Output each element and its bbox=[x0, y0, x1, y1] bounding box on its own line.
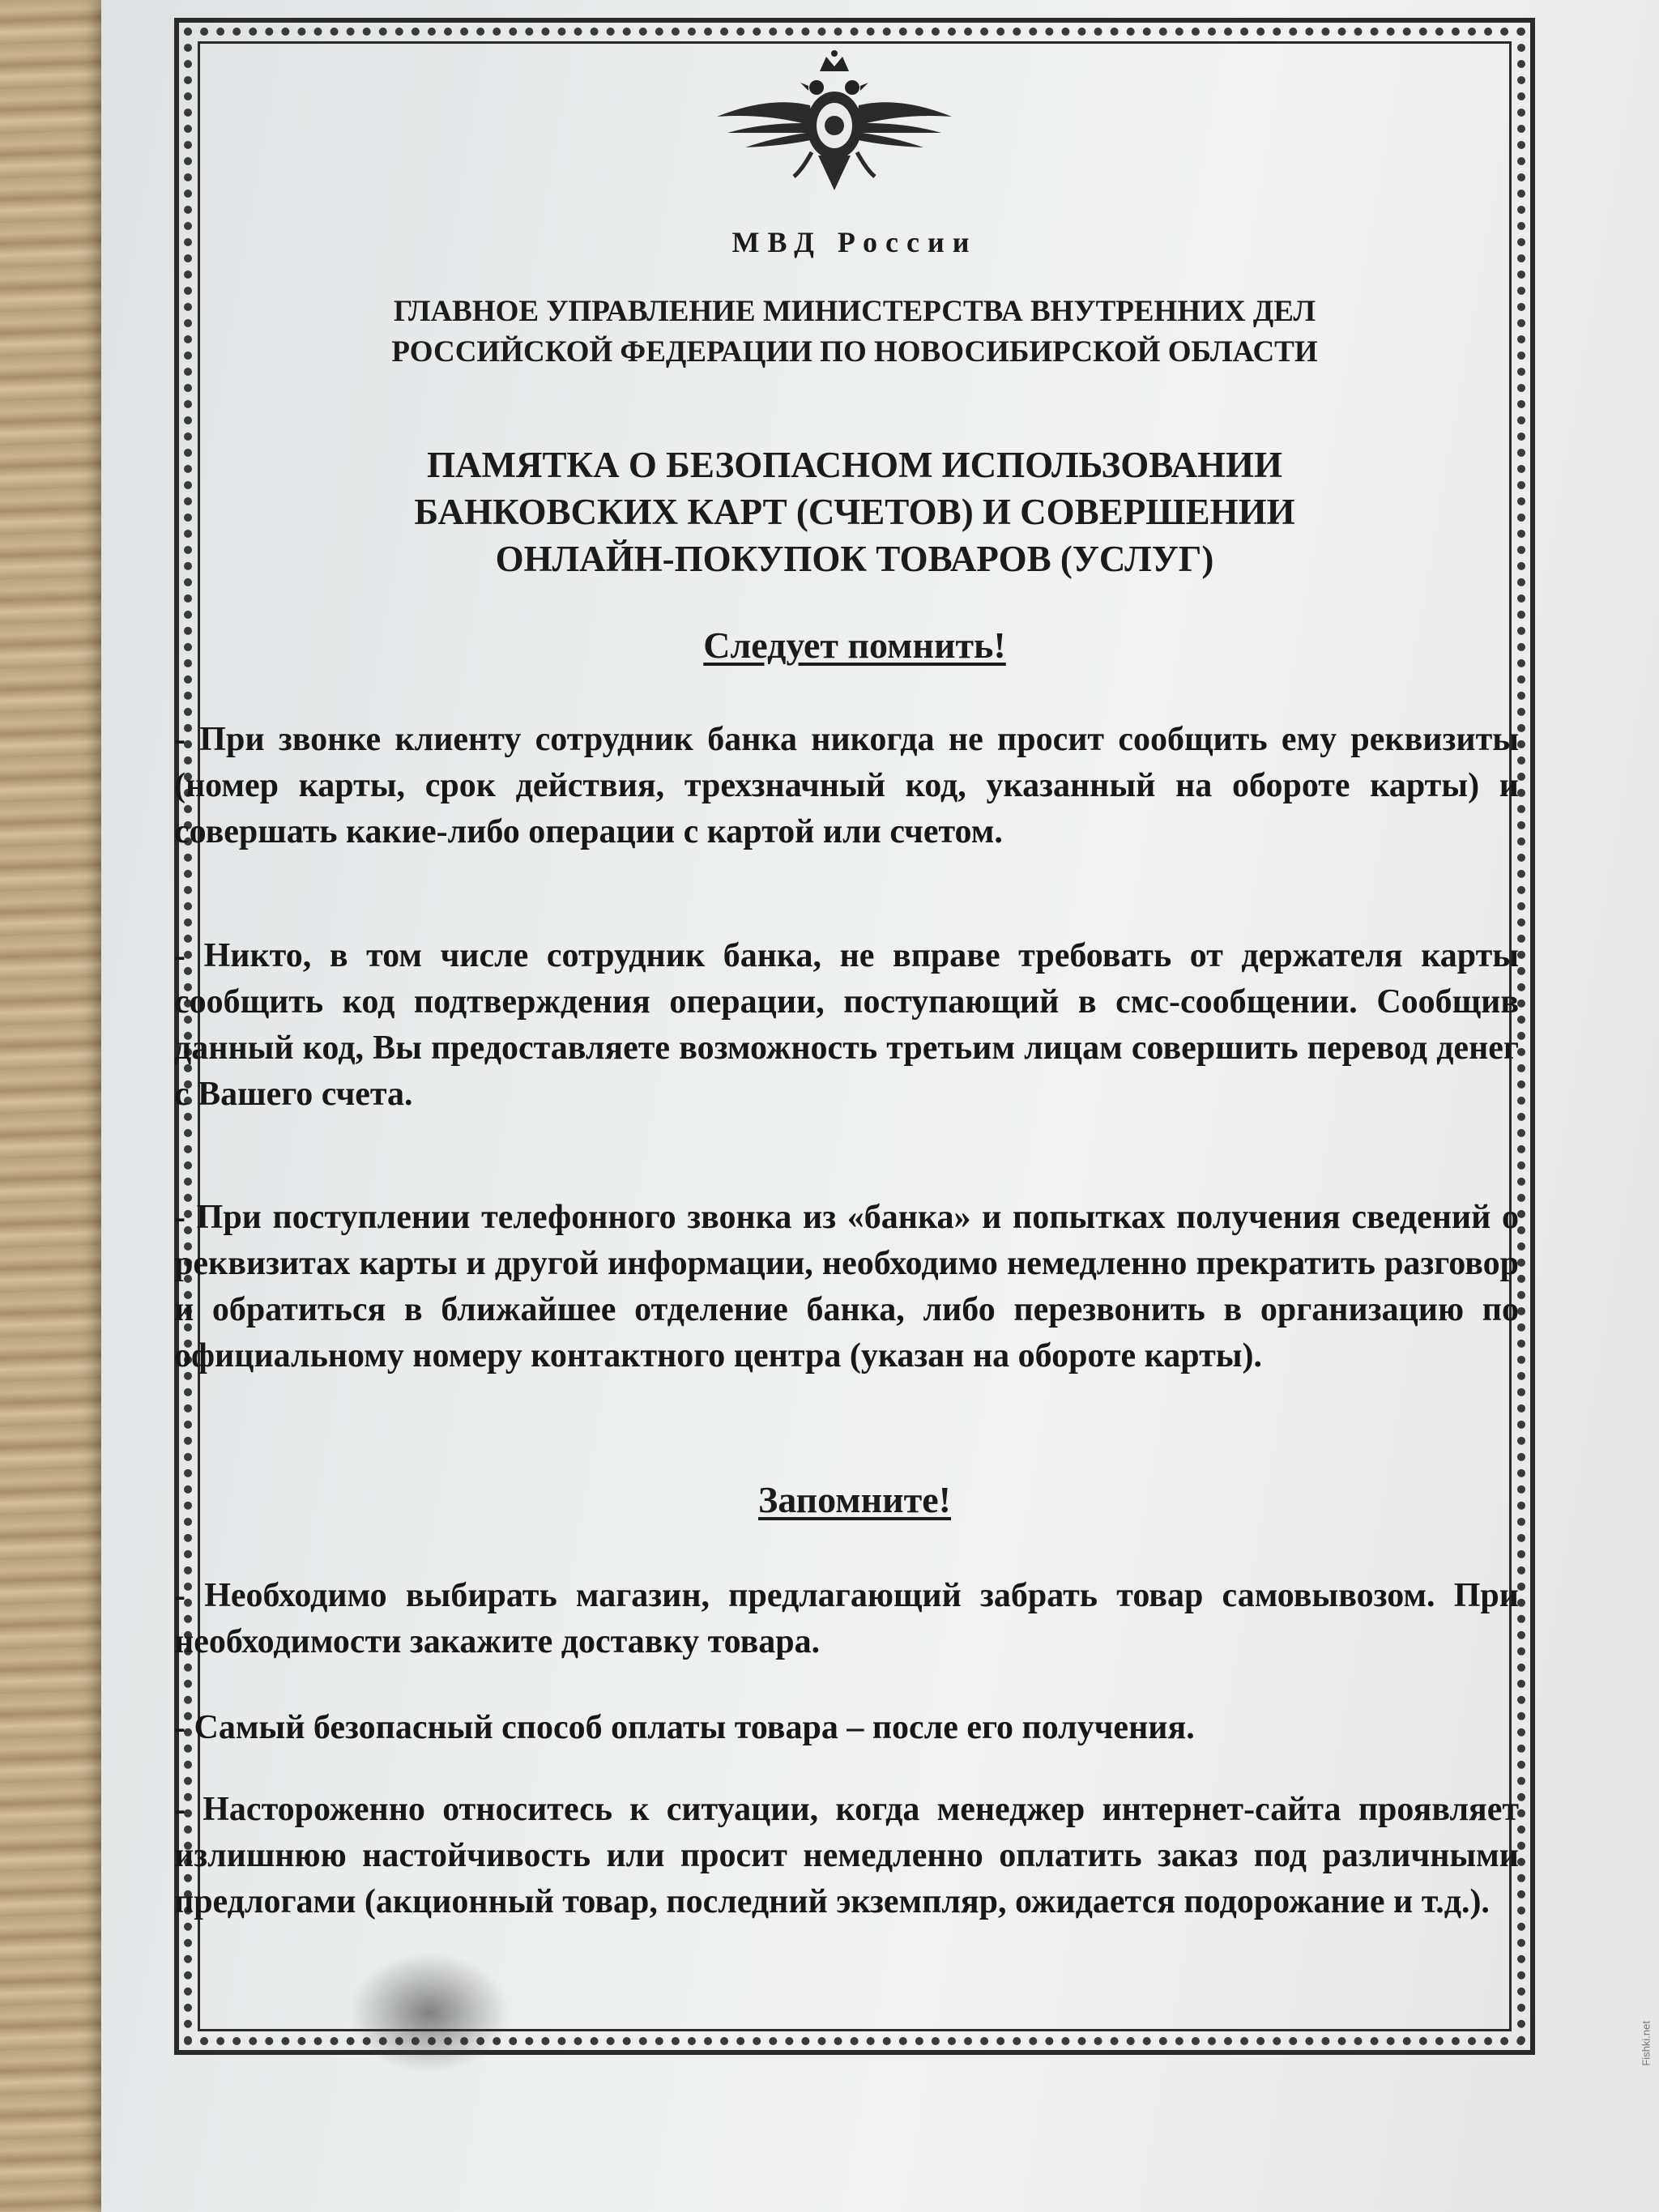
memo-title-line-3: ОНЛАЙН-ПОКУПОК ТОВАРОВ (УСЛУГ) bbox=[495, 539, 1214, 579]
paragraph-pay-after-receipt: - Самый безопасный способ оплаты товара – после его получения. bbox=[174, 1709, 1195, 1746]
memo-title bbox=[198, 441, 1512, 582]
section-heading-remember: Следует помнить! bbox=[703, 624, 1006, 666]
paragraph-bank-never-asks: - При звонке клиенту сотрудник банка никогда не просит сообщить ему реквизиты (номер карты, срок действия, трехзначный код, указанный на обороте карты) и совершать какие-либо операции с картой или счетом. bbox=[174, 721, 1519, 850]
paragraph-pushy-manager: - Настороженно относитесь к ситуации, когда менеджер интернет-сайта проявляет излишнюю настойчивость или просит немедленно оплатить заказ под различными предлогами (акционный товар, последний экземпляр, ожидается подорожание и т.д.). bbox=[174, 1791, 1519, 1920]
department-line-1: ГЛАВНОЕ УПРАВЛЕНИЕ МИНИСТЕРСТВА ВНУТРЕННИХ ДЕЛ bbox=[393, 295, 1316, 328]
watermark-text: Fishki.net bbox=[1640, 2021, 1653, 2066]
section-heading-memorize: Запомните! bbox=[758, 1479, 951, 1520]
ink-smudge bbox=[348, 1952, 510, 2073]
department-line-2: РОССИЙСКОЙ ФЕДЕРАЦИИ ПО НОВОСИБИРСКОЙ ОБЛАСТИ bbox=[391, 335, 1318, 369]
agency-name: МВД России bbox=[731, 226, 978, 258]
mvd-emblem-icon bbox=[713, 49, 956, 202]
paragraph-suspicious-call: - При поступлении телефонного звонка из «банка» и попытках получения сведений о реквизитах карты и другой информации, необходимо немедленно прекратить разговор и обратиться в ближайшее отделение банка, либо перезвонить в организацию по официальному номеру контактного центра (указан на обороте карты). bbox=[174, 1199, 1519, 1375]
memo-title-line-2: БАНКОВСКИХ КАРТ (СЧЕТОВ) И СОВЕРШЕНИИ bbox=[414, 492, 1295, 532]
paragraph-pickup-store: - Необходимо выбирать магазин, предлагающий забрать товар самовывозом. При необходимости закажите доставку товара. bbox=[174, 1577, 1519, 1660]
paragraph-sms-code: - Никто, в том числе сотрудник банка, не вправе требовать от держателя карты сообщить код подтверждения операции, поступающий в смс-сообщении. Сообщив данный код, Вы предоставляете возможность третьим лицам совершить перевод денег с Вашего счета. bbox=[174, 937, 1519, 1113]
memo-title-line-1: ПАМЯТКА О БЕЗОПАСНОМ ИСПОЛЬЗОВАНИИ bbox=[427, 445, 1282, 485]
department-name bbox=[198, 292, 1512, 373]
